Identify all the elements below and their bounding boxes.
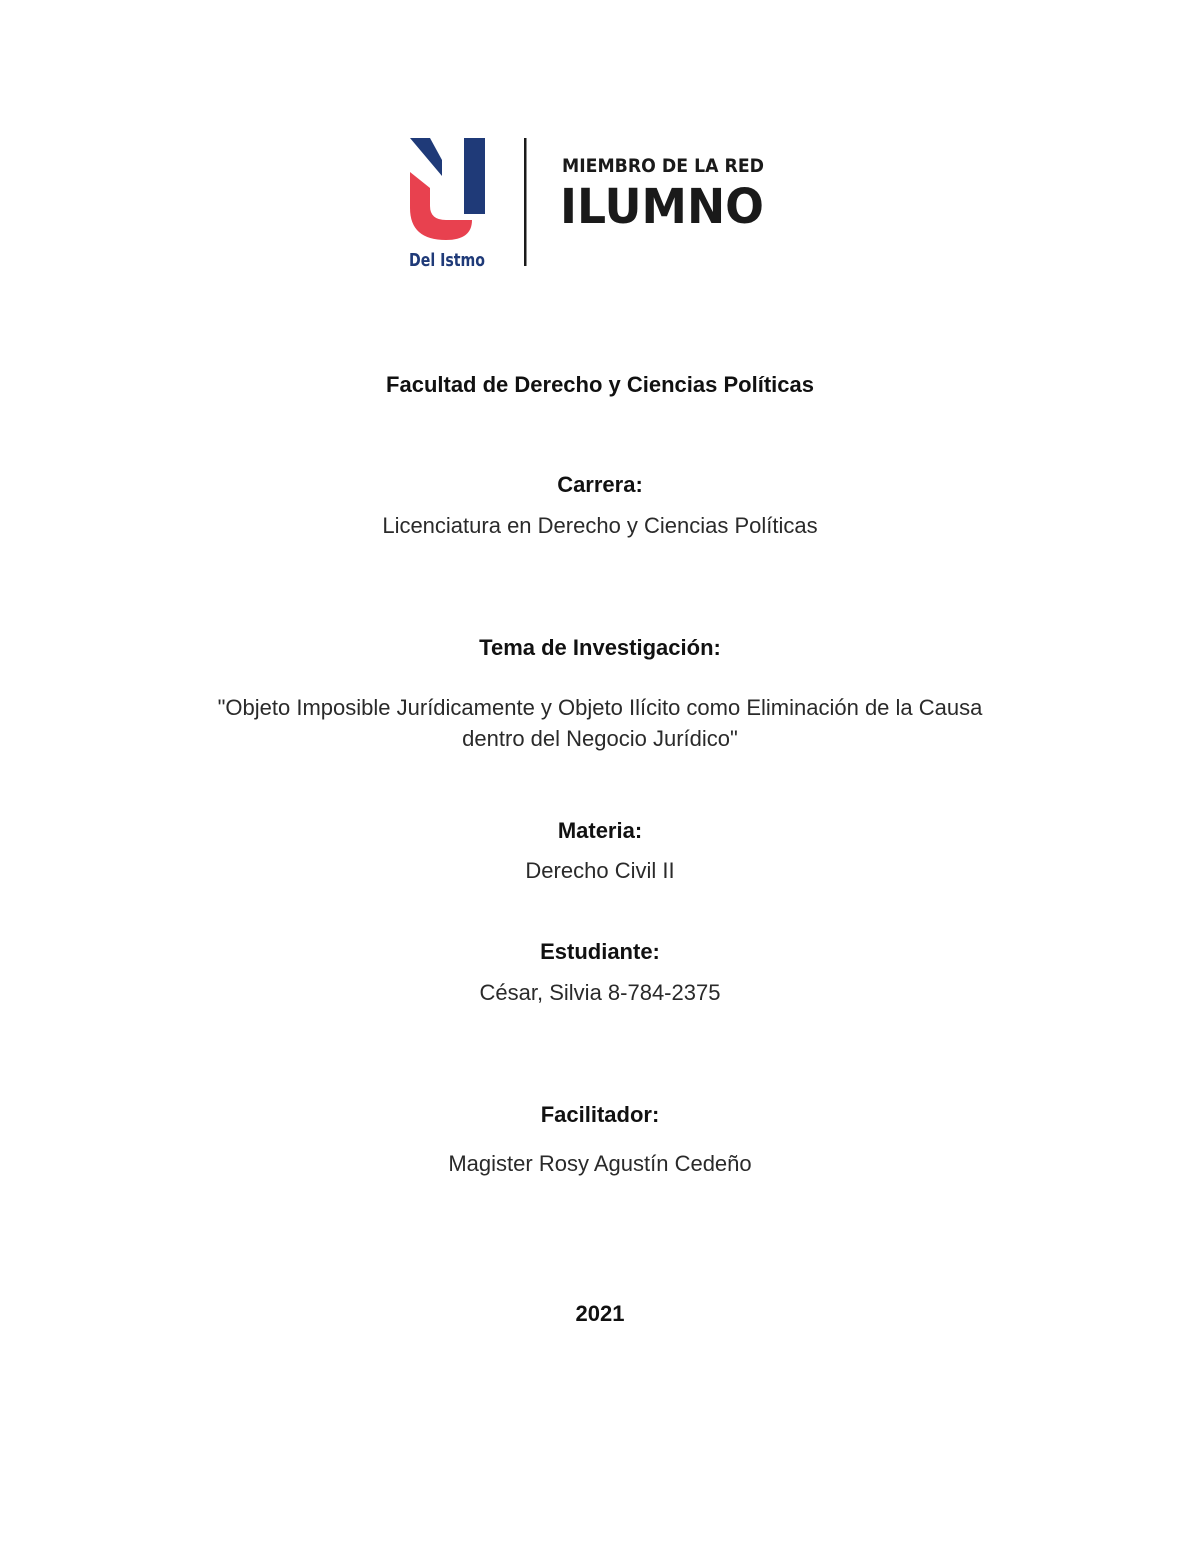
career-label: Carrera: (557, 472, 643, 497)
topic-value-line2: dentro del Negocio Jurídico" (462, 726, 738, 751)
logo-divider (524, 138, 527, 266)
topic-value-line1: "Objeto Imposible Jurídicamente y Objeto Ilícito como Eliminación de la Causa (217, 695, 983, 720)
logo-navy-tab (410, 138, 442, 176)
logo-navy-stem (464, 138, 485, 214)
student-value: César, Silvia 8-784-2375 (479, 980, 721, 1005)
logo-red-u (410, 172, 472, 240)
facilitator-value: Magister Rosy Agustín Cedeño (448, 1151, 752, 1176)
faculty-title: Facultad de Derecho y Ciencias Políticas (386, 372, 814, 397)
logo-network-line1: MIEMBRO DE LA RED (562, 155, 764, 177)
student-label: Estudiante: (540, 939, 660, 964)
subject-value: Derecho Civil II (525, 858, 675, 883)
subject-label: Materia: (557, 818, 643, 843)
logo-university-name: Del Istmo (409, 250, 485, 271)
logo-network-line2: ILUMNO (560, 179, 764, 235)
facilitator-label: Facilitador: (540, 1102, 660, 1127)
university-logo (400, 134, 780, 274)
year: 2021 (575, 1301, 625, 1326)
topic-label: Tema de Investigación: (479, 635, 721, 660)
career-value: Licenciatura en Derecho y Ciencias Políticas (382, 513, 818, 538)
